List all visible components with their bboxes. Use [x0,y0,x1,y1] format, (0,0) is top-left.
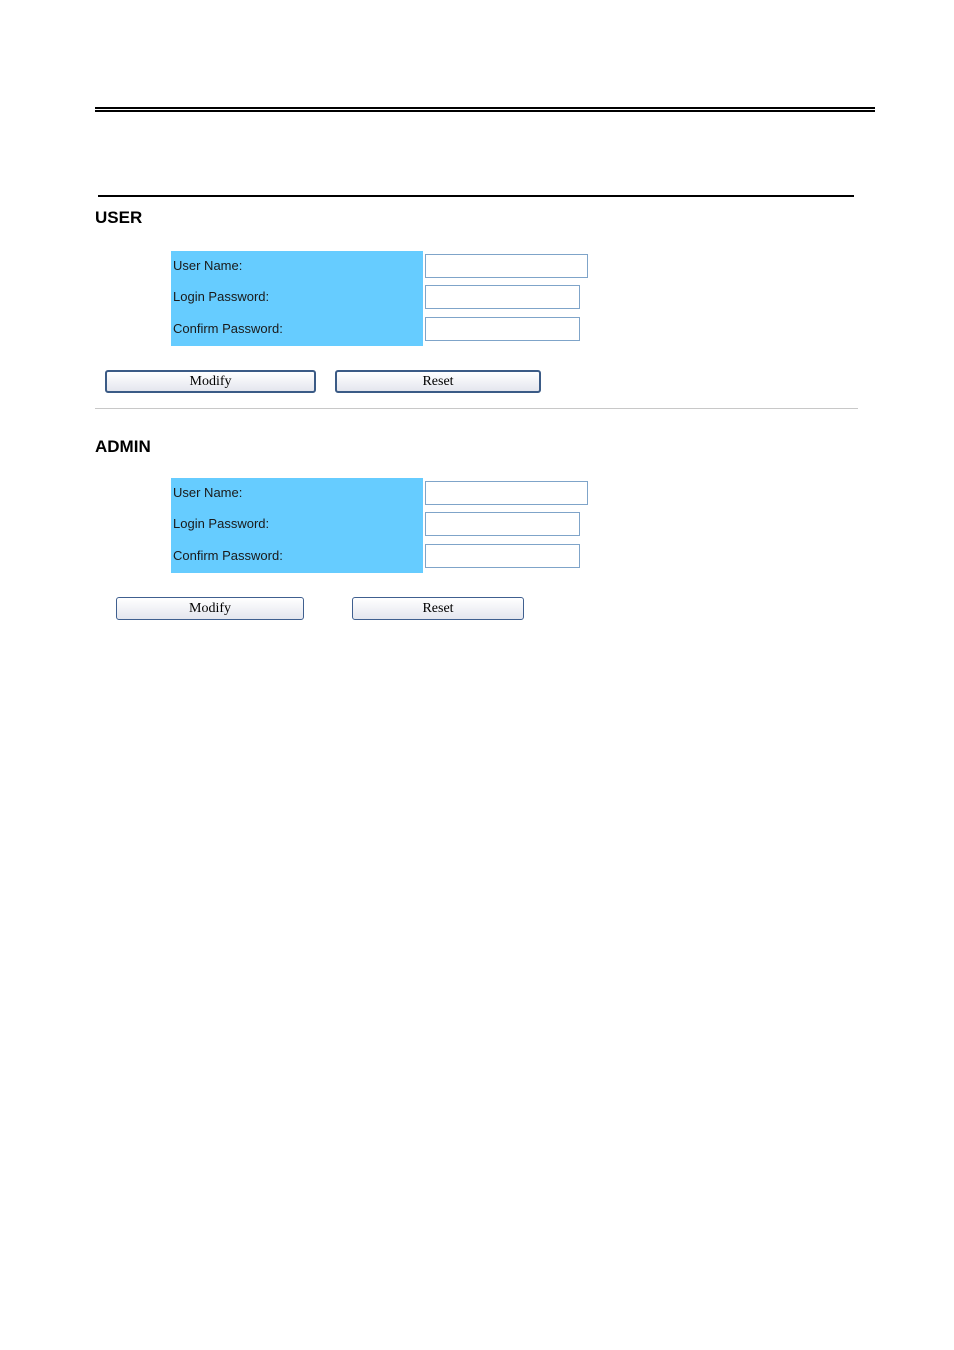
user-modify-button[interactable]: Modify [105,370,316,393]
user-confirm-password-label: Confirm Password: [173,321,283,336]
admin-login-password-input[interactable] [425,512,580,536]
user-name-input[interactable] [425,254,588,278]
user-login-password-label: Login Password: [173,289,270,304]
admin-name-label: User Name: [173,485,243,500]
user-reset-button[interactable]: Reset [335,370,541,393]
admin-reset-button[interactable]: Reset [352,597,524,620]
user-login-password-input[interactable] [425,285,580,309]
admin-modify-button[interactable]: Modify [116,597,304,620]
admin-label-panel [171,478,423,573]
user-section-title: USER [95,208,143,227]
admin-confirm-password-input[interactable] [425,544,580,568]
section-rule [98,195,854,197]
admin-confirm-password-label: Confirm Password: [173,548,283,563]
admin-name-input[interactable] [425,481,588,505]
admin-section-title: ADMIN [95,437,151,456]
section-divider [95,408,858,409]
user-name-label: User Name: [173,258,243,273]
user-confirm-password-input[interactable] [425,317,580,341]
admin-login-password-label: Login Password: [173,516,270,531]
page-header-rule [95,107,875,112]
user-label-panel [171,251,423,346]
